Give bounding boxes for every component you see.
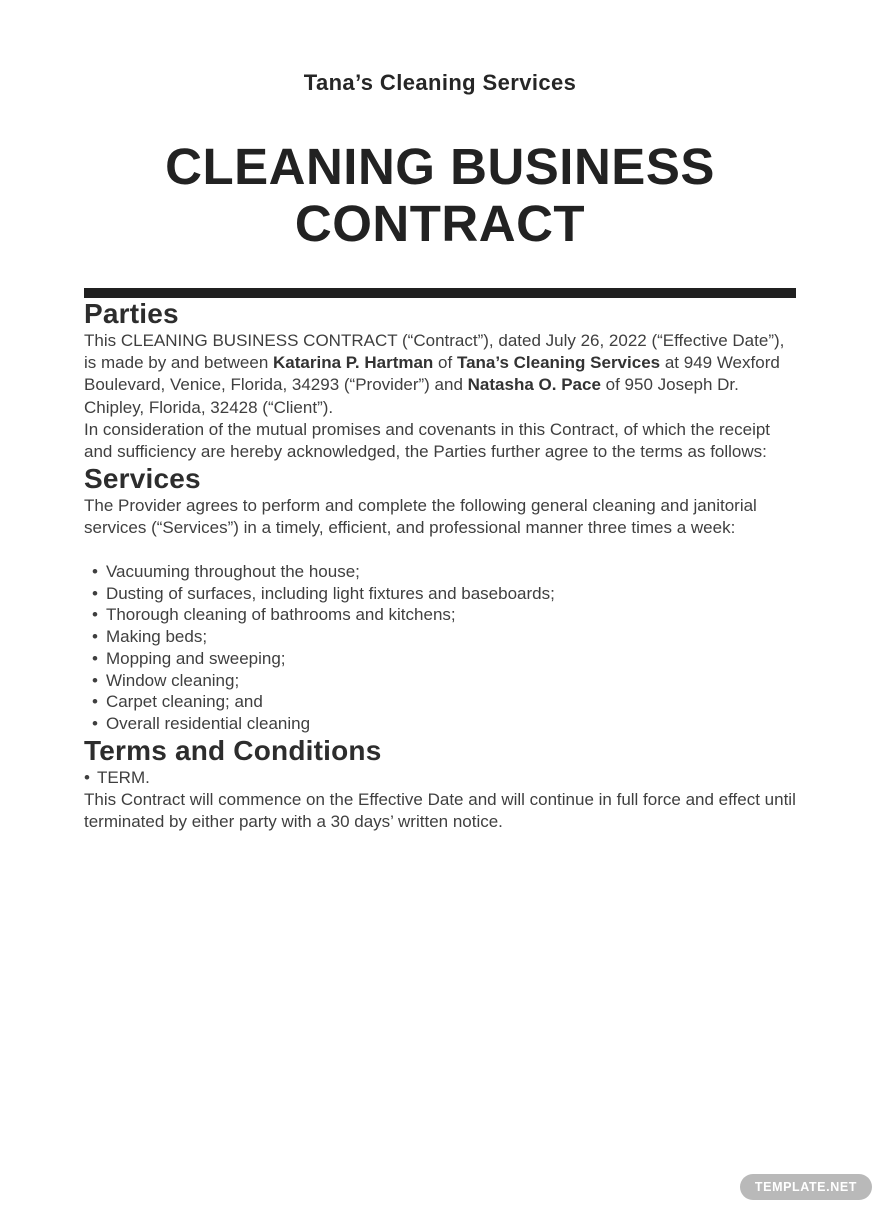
service-list-item: • Vacuuming throughout the house; xyxy=(92,561,796,583)
document-title-line1: CLEANING BUSINESS xyxy=(165,138,715,195)
service-list-item: • Making beds; xyxy=(92,626,796,648)
term-clause-label: TERM. xyxy=(96,767,150,787)
consideration-paragraph: In consideration of the mutual promises and covenants in this Contract, of which the receipt and sufficiency are hereby acknowledged, the Parties further agree to the terms as follows: xyxy=(84,419,771,461)
document-title-line2: CONTRACT xyxy=(294,195,586,253)
template-net-watermark: TEMPLATE.NET xyxy=(740,1174,872,1200)
parties-intro-paragraph xyxy=(84,330,796,418)
service-list-item: • Mopping and sweeping; xyxy=(92,648,796,670)
service-list-item: • Dusting of surfaces, including light fixtures and baseboards; xyxy=(92,583,796,605)
term-clause xyxy=(84,767,796,833)
client-name: Natasha O. Pace xyxy=(467,375,601,395)
parties-section-heading: Parties xyxy=(84,298,179,330)
service-list-item: • Carpet cleaning; and xyxy=(92,691,796,713)
parties-intro-seg3: at 949 Wexford Boulevard, Venice, Florida, 34293 (“Provider”) and xyxy=(84,353,780,395)
term-bullet: • xyxy=(84,767,90,787)
provider-company: Tana’s Cleaning Services xyxy=(456,353,661,373)
parties-intro-seg2: of xyxy=(433,353,457,373)
divider-bar xyxy=(84,288,796,298)
document-title xyxy=(84,138,796,252)
service-list-item: • Overall residential cleaning xyxy=(92,713,796,735)
service-list-item: • Thorough cleaning of bathrooms and kitchens; xyxy=(92,604,796,626)
terms-section-heading: Terms and Conditions xyxy=(84,734,382,766)
company-name-header: Tana’s Cleaning Services xyxy=(303,70,577,95)
services-section-heading: Services xyxy=(84,462,201,494)
parties-intro-seg4: of 950 Joseph Dr. Chipley, Florida, 32428 (“Client”). xyxy=(84,375,739,417)
services-intro-paragraph: The Provider agrees to perform and complete the following general cleaning and janitorial services (“Services”) in a timely, efficient, and professional manner three times a week: xyxy=(84,495,757,537)
services-list xyxy=(84,561,796,735)
term-clause-text: This Contract will commence on the Effective Date and will continue in full force and effect until terminated by either party with a 30 days’ written notice. xyxy=(84,790,796,832)
term-clause-label-line xyxy=(84,767,796,789)
parties-intro-seg1: This CLEANING BUSINESS CONTRACT (“Contract”), dated July 26, 2022 (“Effective Date”), is made by and between xyxy=(84,331,785,373)
provider-name: Katarina P. Hartman xyxy=(273,353,434,373)
service-list-item: • Window cleaning; xyxy=(92,670,796,692)
contract-page xyxy=(0,70,880,833)
